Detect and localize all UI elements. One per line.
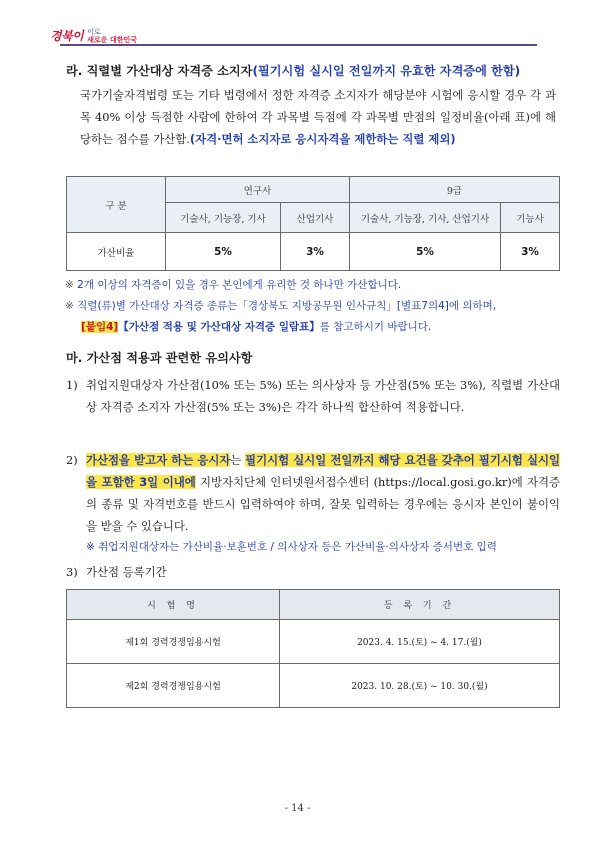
header-logo [50, 27, 137, 44]
table-cell-value: 3% [281, 233, 350, 271]
table-cell-value: 5% [166, 233, 281, 271]
section-ra-heading: 라. 직렬별 가산대상 자격증 소지자(필기시험 실시일 전일까지 유효한 자격증에 한함) [66, 64, 521, 78]
table-header: 등 록 기 간 [280, 590, 560, 620]
table-row [67, 620, 560, 664]
table-row-label: 가산비율 [67, 233, 166, 271]
table-cell-value: 3% [501, 233, 560, 271]
registration-period-table [66, 589, 560, 708]
table-subheader: 산업기사 [281, 203, 350, 233]
period-cell: 2023. 10. 28.(토) ~ 10. 30.(월) [280, 664, 560, 708]
table-row [67, 664, 560, 708]
paragraph-main: 국가기술자격법령 또는 기타 법령에서 정한 자격증 소지자가 해당분야 시험에 응시할 경우 각 과목 40% 이상 득점한 사람에 한하여 각 과목별 득점에 각 과목별 만점의 일정비율(아래 표)에 해당하는 점수를 가산함. [80, 88, 556, 146]
section-ra-paragraph [80, 84, 556, 150]
list-item-3: 3) 가산점 등록기간 [66, 565, 167, 579]
note-one: ※ 2개 이상의 자격증이 있을 경우 본인에게 유리한 것 하나만 가산합니다. [65, 279, 402, 291]
table-subheader: 기술사, 기능장, 기사 [166, 203, 281, 233]
section-ma-heading: 마. 가산점 적용과 관련한 유의사항 [66, 351, 253, 365]
exam-name-cell: 제2회 경력경쟁임용시험 [67, 664, 280, 708]
table-group-grade9: 9급 [350, 177, 560, 203]
bonus-ratio-table [66, 176, 560, 271]
logo-text: 이로 새로운 대한민국 [87, 27, 138, 44]
paragraph-note: (자격·면허 소지자로 응시자격을 제한하는 직렬 제외) [189, 132, 456, 146]
list-item-1: 1) 취업지원대상자 가산점(10% 또는 5%) 또는 의사상자 등 가산점(5% 또는 3%), 직렬별 가산대상 자격증 소지자 가산점(5% 또는 3%)은 각각 하나씩 합산하여 적용합니다. [66, 378, 560, 414]
exam-name-cell: 제1회 경력경쟁임용시험 [67, 620, 280, 664]
header-rule [60, 44, 537, 46]
period-cell: 2023. 4. 15.(토) ~ 4. 17.(월) [280, 620, 560, 664]
item2-note: ※ 취업지원대상자는 가산비율·보훈번호 / 의사상자 등은 가산비율·의사상자 증서번호 입력 [86, 541, 497, 553]
table-header: 시 험 명 [67, 590, 280, 620]
page-number: - 14 - [284, 803, 311, 814]
note-two: ※ 직렬(류)별 가산대상 자격증 종류는「경상북도 지방공무원 인사규칙」[별표7의4]에 의하며, [붙임4]【가산점 적용 및 가산대상 자격증 일람표】를 참고하시기 바랍니다. [65, 300, 497, 333]
table-subheader: 기능사 [501, 203, 560, 233]
list-item-2: 2) 가산점을 받고자 하는 응시자는 필기시험 실시일 전일까지 해당 요건을 갖추어 필기시험 실시일을 포함한 3일 이내에 지방자치단체 인터넷원서접수센터 (https://local.gosi.go.kr)에 자격증의 종류 및 자격번호를 반드시 입력하여야 하며, 잘못 입력하는 경우에는 응시자 본인이 불이익을 받을 수 있습니다. [66, 453, 560, 533]
table-cell-value: 5% [350, 233, 501, 271]
logo-mark: 경북이 [50, 29, 84, 43]
attachment-ref: [붙임4] [81, 321, 119, 333]
table-col-label: 구 분 [67, 177, 166, 233]
table-group-researcher: 연구사 [166, 177, 350, 203]
table-subheader: 기술사, 기능장, 기사, 산업기사 [350, 203, 501, 233]
